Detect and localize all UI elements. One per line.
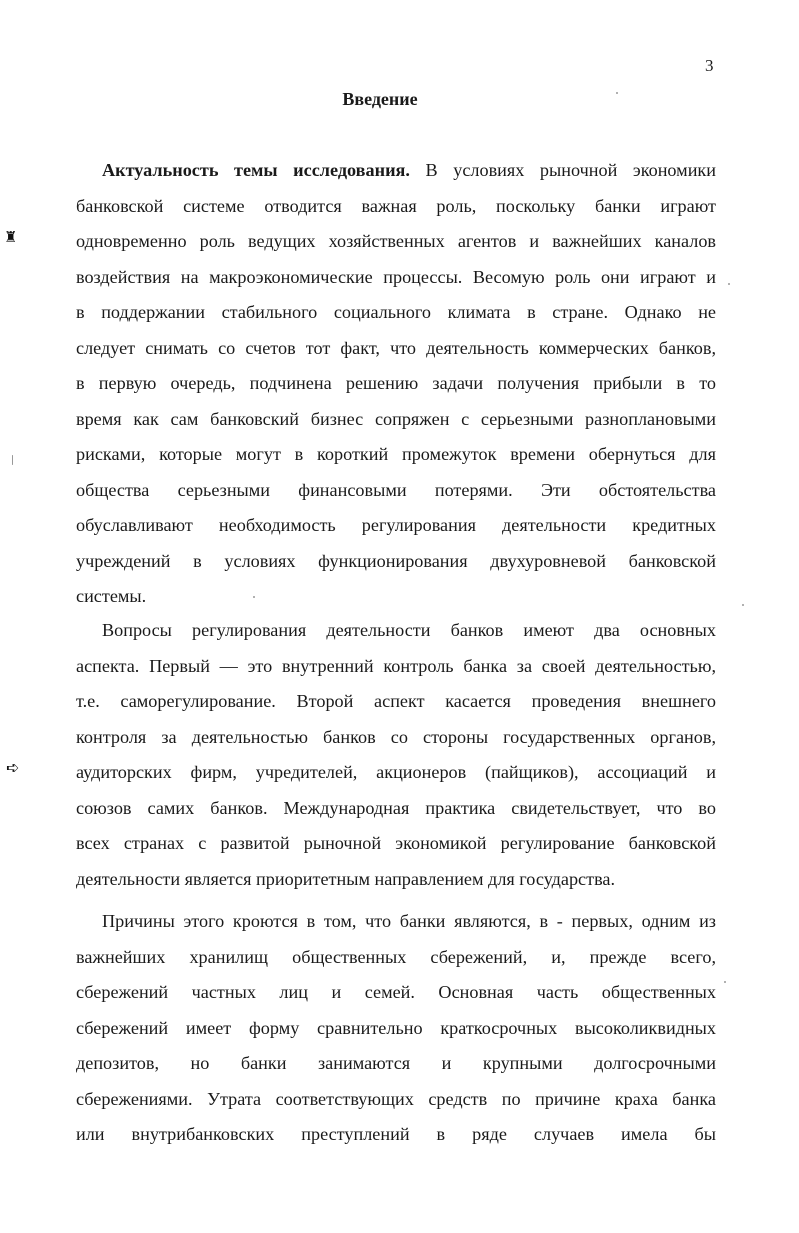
- paragraph-line: союзов самих банков. Международная практика свидетельствует, что во: [76, 797, 716, 818]
- scan-speck: [728, 283, 730, 285]
- paragraph-line: рисками, которые могут в короткий промежуток времени обернуться для: [76, 444, 716, 464]
- paragraph-line: контроля за деятельностью банков со стороны государственных органов,: [76, 726, 716, 747]
- paragraph-line: банковской системе отводится важная роль, поскольку банки играют: [76, 195, 716, 216]
- line-text: В условиях рыночной экономики: [409, 160, 716, 180]
- paragraph-line: Вопросы регулирования деятельности банков имеют два основных: [102, 620, 716, 640]
- paragraph-line: в поддержании стабильного социального климата в стране. Однако не: [76, 302, 716, 322]
- paragraph-reasons: [76, 904, 716, 1153]
- paragraph-line: Причины этого кроются в том, что банки являются, в - первых, одним из: [102, 911, 716, 931]
- paragraph-line: сбережений частных лиц и семей. Основная часть общественных: [76, 982, 716, 1002]
- paragraph-line: аспекта. Первый — это внутренний контроль банка за своей деятельностью,: [76, 655, 716, 676]
- paragraph-line: [76, 153, 716, 189]
- paragraph-line: следует снимать со счетов тот факт, что деятельность коммерческих банков,: [76, 337, 716, 358]
- page-number: 3: [705, 56, 714, 75]
- paragraph-line: время как сам банковский бизнес сопряжен с серьезными разноплановыми: [76, 408, 716, 429]
- paragraph-line: в первую очередь, подчинена решению задачи получения прибыли в то: [76, 373, 716, 393]
- paragraph-line: сбережениями. Утрата соответствующих средств по причине краха банка: [76, 1088, 716, 1109]
- scan-speck: [253, 596, 255, 598]
- paragraph-line: учреждений в условиях функционирования двухуровневой банковской: [76, 550, 716, 571]
- paragraph-relevance: [76, 153, 716, 615]
- scan-speck: [724, 981, 726, 983]
- paragraph-line: важнейших хранилищ общественных сбережений, и, прежде всего,: [76, 946, 716, 967]
- section-lead: Актуальность темы исследования.: [102, 160, 410, 180]
- paragraph-regulation-aspects: [76, 613, 716, 897]
- scan-artifact-mark: ♜: [4, 228, 18, 246]
- paragraph-line: или внутрибанковских преступлений в ряде случаев имела бы: [76, 1124, 716, 1144]
- paragraph-line: депозитов, но банки занимаются и крупными долгосрочными: [76, 1053, 716, 1073]
- scan-speck: [742, 604, 744, 606]
- scan-speck: [12, 455, 13, 465]
- paragraph-line: всех странах с развитой рыночной экономикой регулирование банковской: [76, 833, 716, 853]
- paragraph-line: т.е. саморегулирование. Второй аспект касается проведения внешнего: [76, 691, 716, 711]
- paragraph-line: воздействия на макроэкономические процессы. Весомую роль они играют и: [76, 266, 716, 287]
- paragraph-line: одновременно роль ведущих хозяйственных агентов и важнейших каналов: [76, 231, 716, 251]
- scan-speck: [616, 92, 618, 94]
- paragraph-line: системы.: [76, 586, 147, 606]
- page-title: Введение: [342, 89, 418, 109]
- paragraph-line: аудиторских фирм, учредителей, акционеров (пайщиков), ассоциаций и: [76, 762, 716, 782]
- paragraph-line: общества серьезными финансовыми потерями. Эти обстоятельства: [76, 479, 716, 500]
- paragraph-line: обуславливают необходимость регулирования деятельности кредитных: [76, 515, 716, 535]
- paragraph-line: сбережений имеет форму сравнительно краткосрочных высоколиквидных: [76, 1017, 716, 1038]
- paragraph-line: деятельности является приоритетным направлением для государства.: [76, 868, 616, 889]
- scan-artifact-mark: ➪: [6, 758, 20, 777]
